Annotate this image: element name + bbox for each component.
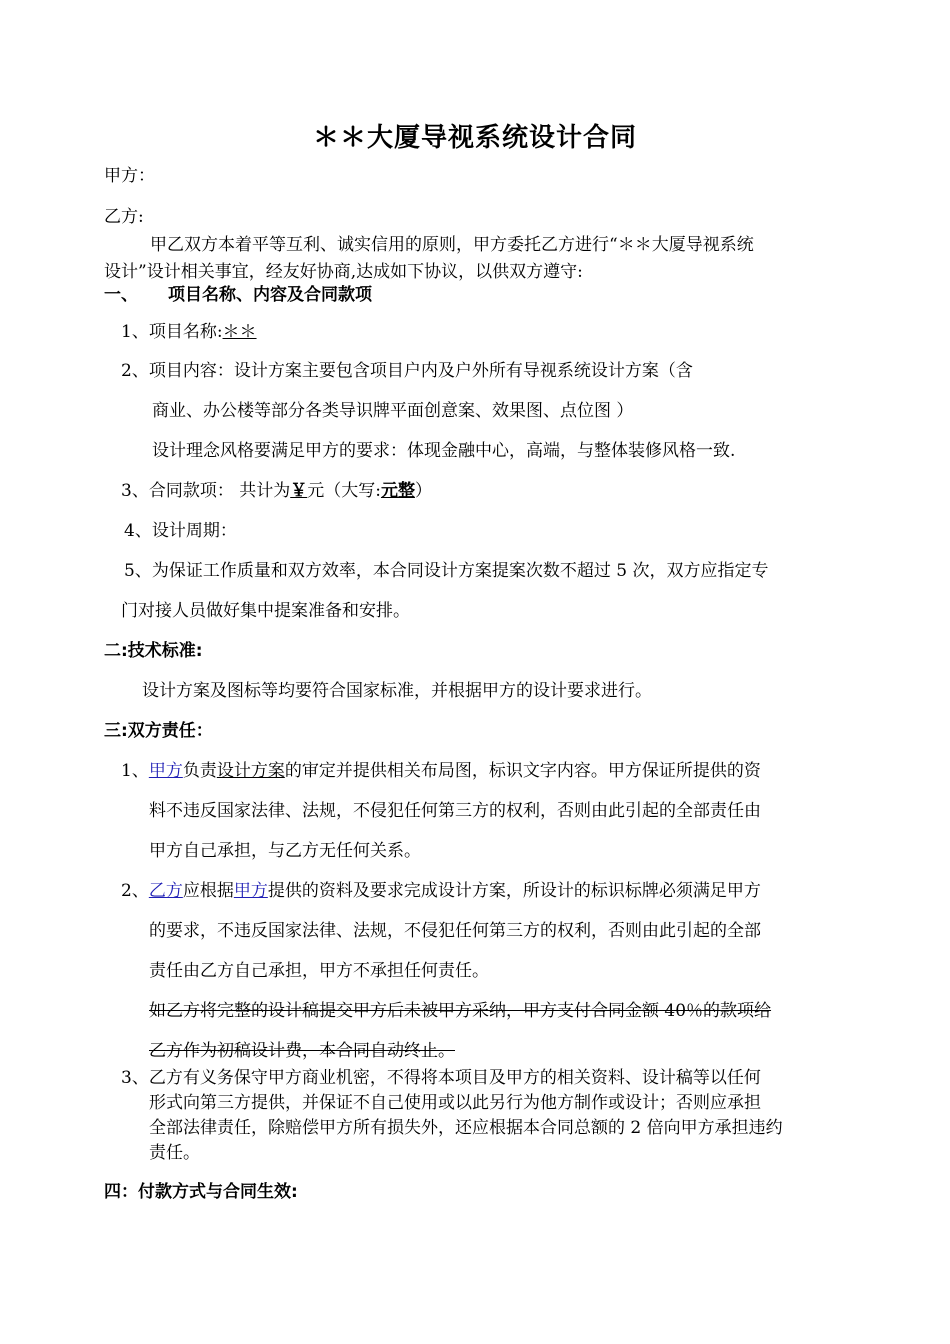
contract-amount-caps: 元整	[380, 481, 415, 501]
party-a-link-2[interactable]: 甲方	[233, 881, 268, 901]
contract-amount-end: ）	[414, 481, 432, 501]
project-content-line-2: 商业、办公楼等部分各类导识牌平面创意案、效果图、点位图 ）	[152, 401, 634, 421]
responsibility-2-line-1	[121, 881, 761, 901]
struck-clause-line-2: 乙方作为初稿设计费，本合同自动终止。	[149, 1041, 455, 1061]
currency-symbol: ￥	[290, 481, 308, 501]
project-content-line-3: 设计理念风格要满足甲方的要求：体现金融中心，高端，与整体装修风格一致.	[152, 441, 736, 461]
responsibility-1-text-b: 的审定并提供相关布局图，标识文字内容。甲方保证所提供的资	[284, 761, 761, 781]
intro-paragraph-line-2: 设计”设计相关事宜，经友好协商,达成如下协议，以供双方遵守:	[104, 262, 583, 282]
responsibility-1-number: 1、	[121, 761, 149, 781]
party-a-link[interactable]: 甲方	[148, 761, 183, 781]
design-plan-underlined: 设计方案	[216, 761, 285, 781]
responsibility-3-line-1: 3、乙方有义务保守甲方商业机密，不得将本项目及甲方的相关资料、设计稿等以任何	[121, 1068, 761, 1088]
project-name-value: ＊＊	[222, 322, 257, 342]
section-2-heading: 二:技术标准:	[104, 641, 203, 661]
project-name-line	[121, 322, 257, 342]
responsibility-1-line-2: 料不违反国家法律、法规，不侵犯任何第三方的权利，否则由此引起的全部责任由	[149, 801, 761, 821]
responsibility-2-number: 2、	[121, 881, 149, 901]
section-1-title: 项目名称、内容及合同款项	[168, 285, 372, 305]
section-1-number: 一、	[104, 285, 138, 305]
design-period-line: 4、设计周期：	[124, 521, 237, 541]
responsibility-1-text-a: 负责	[182, 761, 217, 781]
responsibility-1-line-3: 甲方自己承担，与乙方无任何关系。	[149, 841, 421, 861]
party-a-label: 甲方：	[104, 166, 155, 186]
section-4-heading: 四：付款方式与合同生效:	[104, 1182, 298, 1202]
party-b-link[interactable]: 乙方	[148, 881, 183, 901]
project-content-line-1: 2、项目内容：设计方案主要包含项目户内及户外所有导视系统设计方案（含	[121, 361, 693, 381]
section-1-heading	[104, 285, 372, 305]
responsibility-2-text-a: 应根据	[182, 881, 234, 901]
proposal-terms-line-1: 5、为保证工作质量和双方效率，本合同设计方案提案次数不超过 5 次，双方应指定专	[124, 561, 769, 581]
proposal-terms-line-2: 门对接人员做好集中提案准备和安排。	[121, 601, 410, 621]
party-b-label: 乙方:	[104, 207, 144, 227]
responsibility-1-line-1	[121, 761, 761, 781]
responsibility-2-line-3: 责任由乙方自己承担，甲方不承担任何责任。	[149, 961, 489, 981]
responsibility-3-line-2: 形式向第三方提供，并保证不自己使用或以此另行为他方制作或设计；否则应承担	[149, 1093, 761, 1113]
responsibility-2-line-2: 的要求，不违反国家法律、法规，不侵犯任何第三方的权利，否则由此引起的全部	[149, 921, 761, 941]
project-name-label: 1、项目名称:	[121, 322, 223, 342]
technical-standard-text: 设计方案及图标等均要符合国家标准，并根据甲方的设计要求进行。	[142, 681, 652, 701]
responsibility-2-text-b: 提供的资料及要求完成设计方案，所设计的标识标牌必须满足甲方	[267, 881, 761, 901]
contract-amount-mid: 元（大写:	[307, 481, 381, 501]
intro-paragraph-line-1: 甲乙双方本着平等互利、诚实信用的原则，甲方委托乙方进行“＊＊大厦导视系统	[150, 235, 754, 255]
section-3-heading: 三:双方责任：	[104, 721, 213, 741]
responsibility-3-line-4: 责任。	[149, 1143, 200, 1163]
document-title: ＊＊大厦导视系统设计合同	[312, 123, 637, 153]
contract-amount-line	[121, 481, 432, 501]
struck-clause-line-1: 如乙方将完整的设计稿提交甲方后未被甲方采纳，甲方支付合同金额 40％的款项给	[149, 1001, 772, 1021]
responsibility-3-line-3: 全部法律责任，除赔偿甲方所有损失外，还应根据本合同总额的 2 倍向甲方承担违约	[149, 1118, 783, 1138]
contract-amount-label: 3、合同款项： 共计为	[121, 481, 291, 501]
